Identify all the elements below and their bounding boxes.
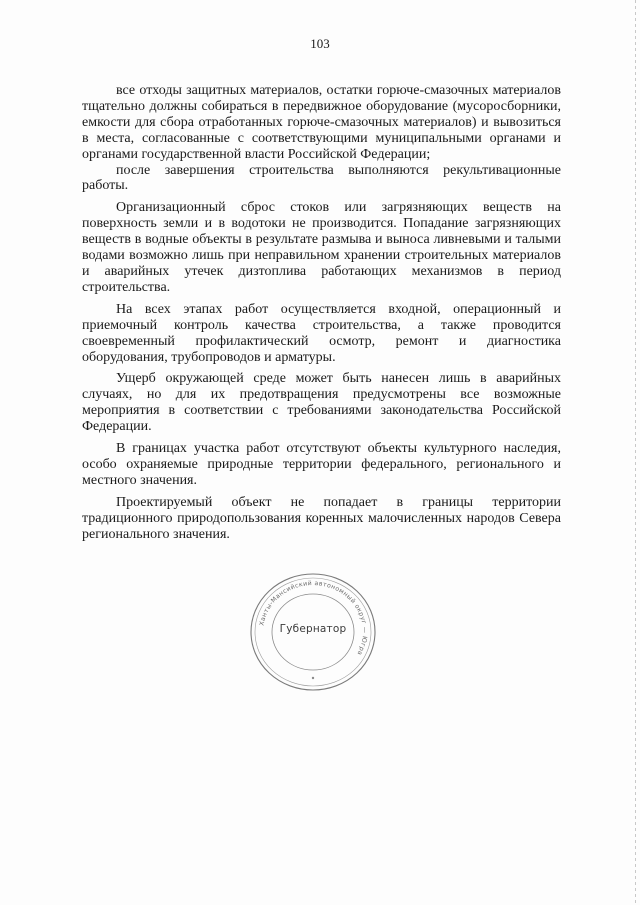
paragraph-discharge: Организационный сброс стоков или загрязняющих веществ на поверхность земли и в водотоки не производится. Попадание загрязняющих веществ в водные объекты в результате размыва и выноса ливневыми и талыми водами возможно лишь при неправильном хранении строительных материалов и аварийных утечек дизтоплива работающих механизмов в период строительства. [82, 200, 561, 295]
official-seal [246, 570, 380, 694]
page-number: 103 [310, 36, 330, 51]
scan-edge-line [635, 0, 636, 905]
paragraph-territory: Проектируемый объект не попадает в границы территории традиционного природопользования коренных малочисленных народов Севера регионального значения. [82, 494, 561, 542]
paragraph-quality-control: На всех этапах работ осуществляется входной, операционный и приемочный контроль качества строительства, а также проводится своевременный профилактический осмотр, ремонт и диагностика оборудования, трубопроводов и арматуры. [82, 301, 561, 365]
seal-center-text: Губернатор [279, 623, 347, 635]
svg-text:Ханты-Мансийский автономный ок: Ханты-Мансийский автономный округ — Югра [258, 579, 369, 657]
paragraph-recultivation: после завершения строительства выполняются рекультивационные работы. [82, 162, 561, 194]
paragraph-damage: Ущерб окружающей среде может быть нанесен лишь в аварийных случаях, но для их предотвращения предусмотрены все возможные мероприятия в соответствии с требованиями законодательства Российской Федерации. [82, 371, 561, 435]
body-text [82, 83, 561, 542]
paragraph-heritage: В границах участка работ отсутствуют объекты культурного наследия, особо охраняемые природные территории федерального, регионального и местного значения. [82, 441, 561, 488]
paragraph-waste: все отходы защитных материалов, остатки горюче-смазочных материалов тщательно должны собираться в передвижное оборудование (мусоросборники, емкости для сбора отработанных горюче-смазочных материалов) и вывозиться в места, согласованные с соответствующими муниципальными органами и органами государственной власти Российской Федерации; [82, 83, 561, 162]
